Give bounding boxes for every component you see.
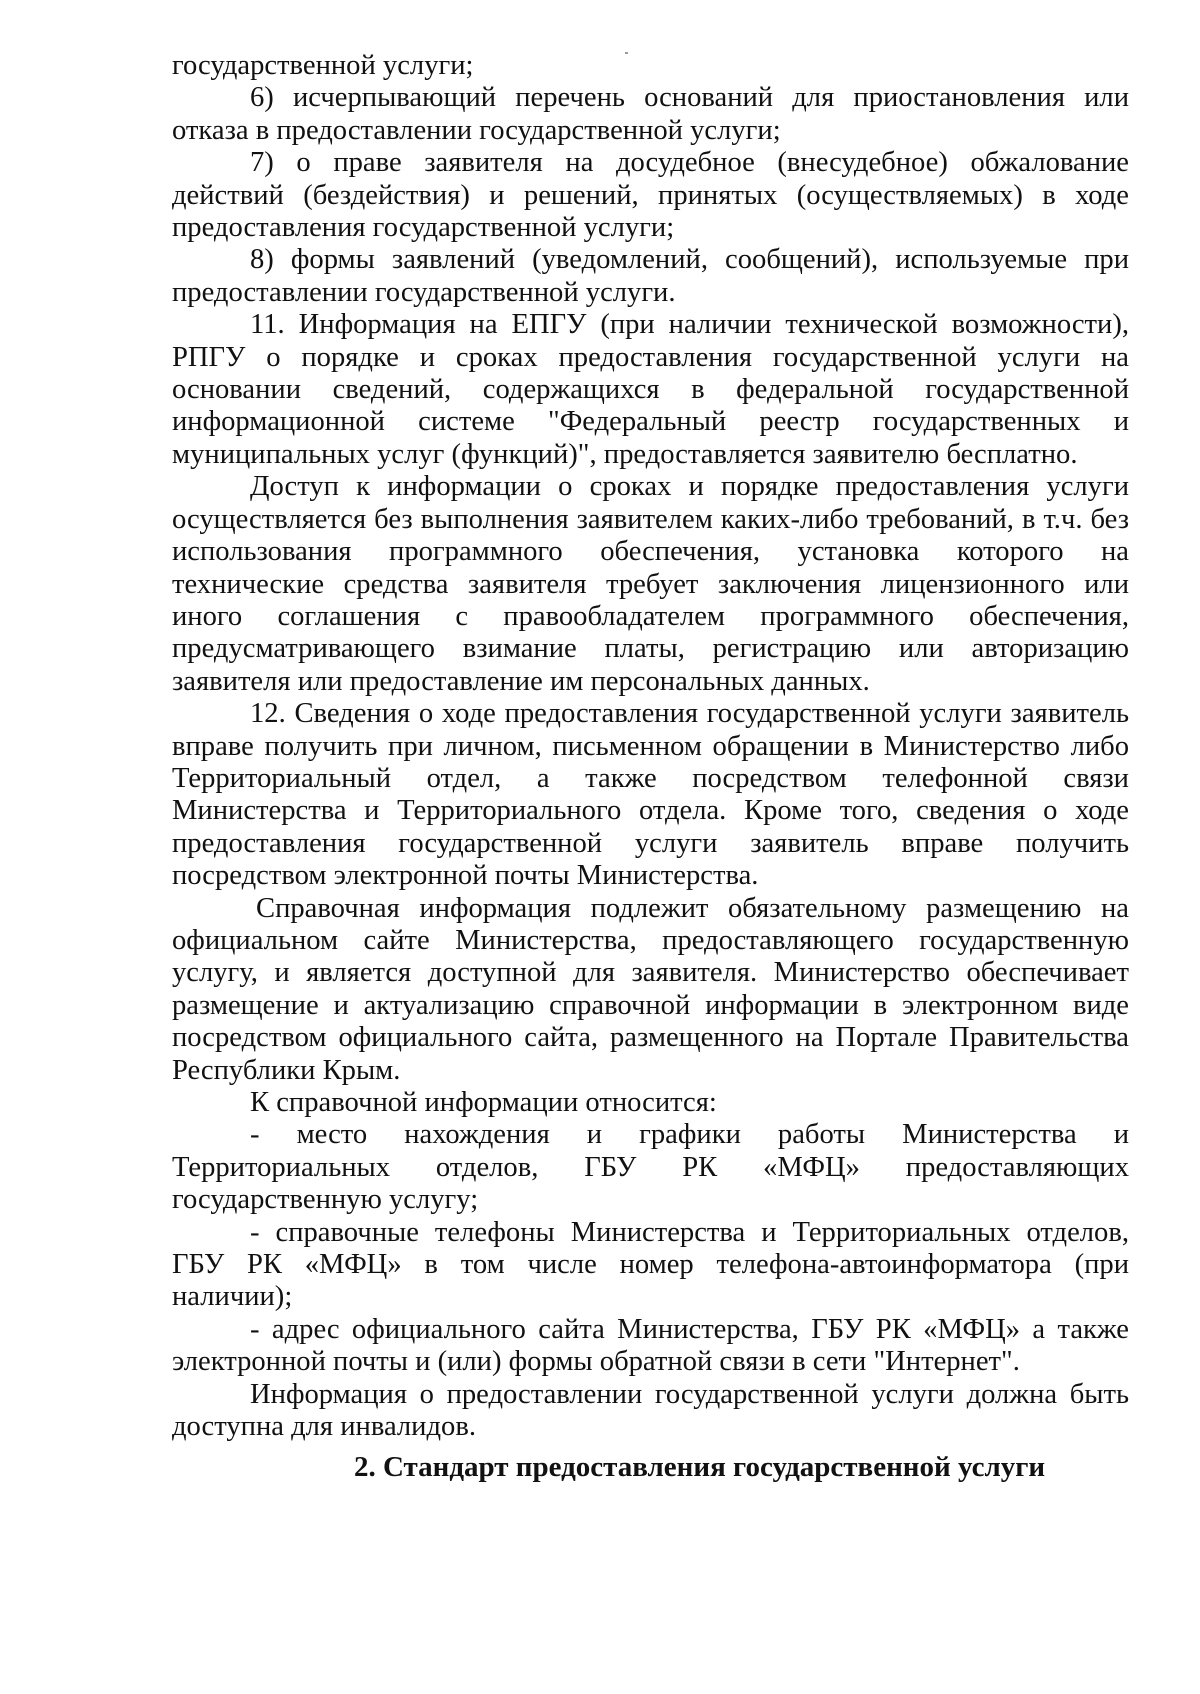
reference-item-website: - адрес официального сайта Министерства, ГБУ РК «МФЦ» а также электронной почты и (или) формы обратной связи в сети "Интернет". [172, 1313, 1129, 1378]
reference-item-phones: - справочные телефоны Министерства и Территориальных отделов, ГБУ РК «МФЦ» в том числе номер телефона-автоинформатора (при наличии); [172, 1216, 1129, 1313]
list-item-6: 6) исчерпывающий перечень оснований для приостановления или отказа в предоставлении государственной услуги; [172, 82, 1129, 146]
list-item-7: 7) о праве заявителя на досудебное (внесудебное) обжалование действий (бездействия) и решений, принятых (осуществляемых) в ходе предоставления государственной услуги; [172, 147, 1129, 244]
paragraph-accessibility: Информация о предоставлении государственной услуги должна быть доступна для инвалидов. [172, 1378, 1129, 1443]
reference-item-location: - место нахождения и графики работы Министерства и Территориальных отделов, ГБУ РК «МФЦ» предоставляющих государственную услугу; [172, 1119, 1129, 1216]
clause-12: 12. Сведения о ходе предоставления государственной услуги заявитель вправе получить при личном, письменном обращении в Министерство либо Территориальный отдел, а также посредством телефонной связи Министерства и Территориального отдела. Кроме того, сведения о ходе предоставления государственной услуги заявитель вправе получить посредством электронной почты Министерства. [172, 698, 1129, 892]
paragraph-reference-list-intro: К справочной информации относится: [250, 1087, 717, 1118]
list-item-8: 8) формы заявлений (уведомлений, сообщений), используемые при предоставлении государственной услуги. [172, 244, 1129, 308]
paragraph-access-info: Доступ к информации о сроках и порядке предоставления услуги осуществляется без выполнения заявителем каких-либо требований, в т.ч. без использования программного обеспечения, установка которого на технические средства заявителя требует заключения лицензионного или иного соглашения с правообладателем программного обеспечения, предусматривающего взимание платы, регистрацию или авторизацию заявителя или предоставление им персональных данных. [172, 471, 1129, 697]
section-heading: 2. Стандарт предоставления государственной услуги [354, 1451, 1046, 1483]
paragraph-continuation: государственной услуги; [172, 50, 474, 81]
paragraph-reference-info: Справочная информация подлежит обязательному размещению на официальном сайте Министерства, предоставляющего государственную услугу, и является доступной для заявителя. Министерство обеспечивает размещение и актуализацию справочной информации в электронном виде посредством официального сайта, размещенного на Портале Правительства Республики Крым. [172, 892, 1129, 1086]
clause-11: 11. Информация на ЕПГУ (при наличии технической возможности), РПГУ о порядке и сроках предоставления государственной услуги на основании сведений, содержащихся в федеральной государственной информационной системе "Федеральный реестр государственных и муниципальных услуг (функций)", предоставляется заявителю бесплатно. [172, 309, 1129, 470]
document-body [172, 50, 1129, 1443]
